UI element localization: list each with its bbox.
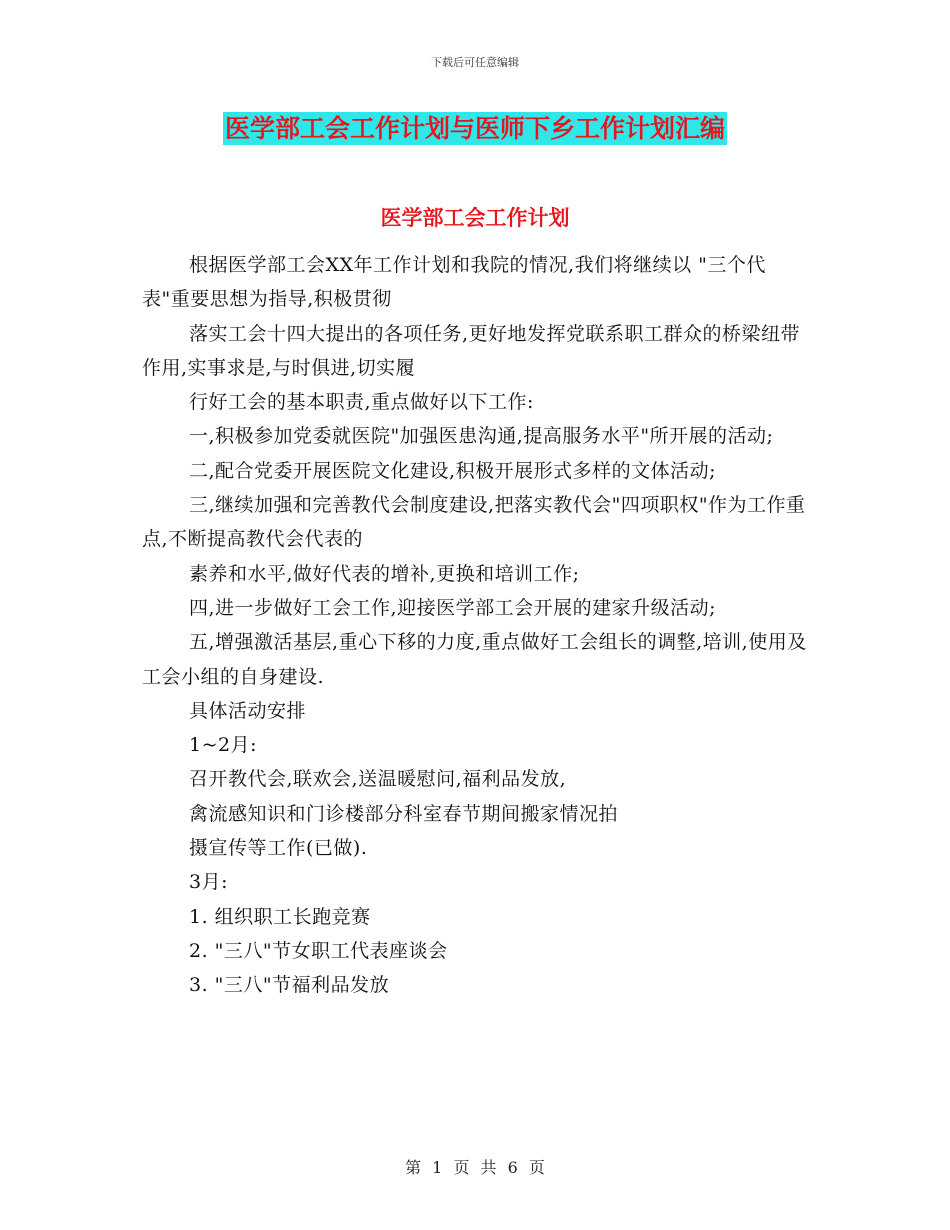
document-title-text: 医学部工会工作计划与医师下乡工作计划汇编 [224,114,725,143]
page-footer: 第 1 页 共 6 页 [405,1158,545,1177]
paragraph: 二,配合党委开展医院文化建设,积极开展形式多样的文体活动; [189,459,716,482]
paragraph: 五,增强激活基层,重心下移的力度,重点做好工会组长的调整,培训,使用及工会小组的自身建设. [142,631,807,688]
list-item: 3. "三八"节福利品发放 [189,974,390,997]
paragraph: 3月: [189,871,228,894]
paragraph: 禽流感知识和门诊楼部分科室春节期间搬家情况拍 [189,802,619,825]
document-title [0,112,950,146]
paragraph: 具体活动安排 [189,699,307,722]
paragraph: 落实工会十四大提出的各项任务,更好地发挥党联系职工群众的桥梁纽带作用,实事求是,与时俱进,切实履 [142,322,801,379]
header-note: 下载后可任意编辑 [431,56,519,69]
paragraph: 四,进一步做好工会工作,迎接医学部工会开展的建家升级活动; [189,596,716,619]
section-title: 医学部工会工作计划 [380,205,570,230]
document-body [142,248,812,1003]
paragraph: 根据医学部工会XX年工作计划和我院的情况,我们将继续以 "三个代表"重要思想为指导,积极贯彻 [142,254,766,311]
list-item: 1. 组织职工长跑竞赛 [189,905,371,928]
paragraph: 行好工会的基本职责,重点做好以下工作: [189,391,534,414]
paragraph: 1~2月: [189,734,257,757]
list-item: 2. "三八"节女职工代表座谈会 [189,939,448,962]
paragraph: 素养和水平,做好代表的增补,更换和培训工作; [189,562,580,585]
paragraph: 摄宣传等工作(已做). [189,837,368,860]
paragraph: 召开教代会,联欢会,送温暖慰问,福利品发放, [189,768,567,791]
paragraph: 三,继续加强和完善教代会制度建设,把落实教代会"四项职权"作为工作重点,不断提高教代会代表的 [142,494,806,551]
paragraph: 一,积极参加党委就医院"加强医患沟通,提高服务水平"所开展的活动; [189,425,774,448]
